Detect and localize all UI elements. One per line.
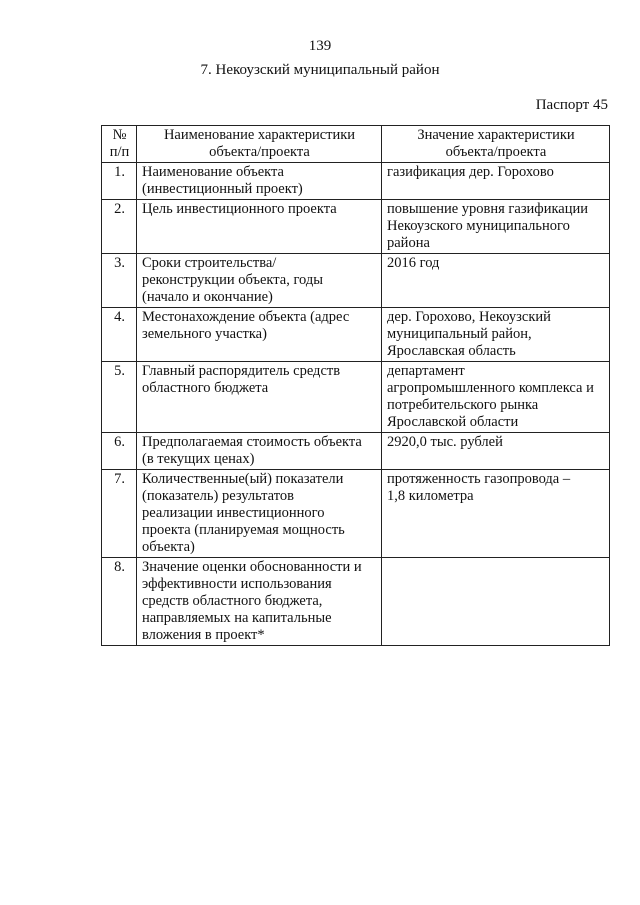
row-num: 2.: [102, 200, 137, 254]
passport-table: [101, 125, 610, 646]
row-value: газификация дер. Горохово: [382, 163, 610, 200]
row-num: 8.: [102, 558, 137, 646]
row-name: Наименование объекта (инвестиционный проект): [137, 163, 382, 200]
row-num: 3.: [102, 254, 137, 308]
section-title: 7. Некоузский муниципальный район: [200, 62, 440, 78]
table-row: [102, 362, 610, 433]
row-value: повышение уровня газификации Некоузского муниципального района: [382, 200, 610, 254]
header-num: № п/п: [102, 126, 137, 163]
row-name: Местонахождение объекта (адрес земельного участка): [137, 308, 382, 362]
row-name: Сроки строительства/ реконструкции объекта, годы (начало и окончание): [137, 254, 382, 308]
row-value: департамент агропромышленного комплекса и потребительского рынка Ярославской области: [382, 362, 610, 433]
table-row: [102, 163, 610, 200]
header-value: Значение характеристики объекта/проекта: [382, 126, 610, 163]
row-value: [382, 558, 610, 646]
row-value: протяженность газопровода – 1,8 километра: [382, 470, 610, 558]
row-num: 5.: [102, 362, 137, 433]
row-name: Предполагаемая стоимость объекта (в текущих ценах): [137, 433, 382, 470]
row-num: 7.: [102, 470, 137, 558]
table-row: [102, 470, 610, 558]
row-name: Количественные(ый) показатели (показатель) результатов реализации инвестиционного проекта (планируемая мощность объекта): [137, 470, 382, 558]
table-body: [102, 163, 610, 646]
row-value: 2920,0 тыс. рублей: [382, 433, 610, 470]
table-row: [102, 200, 610, 254]
row-name: Цель инвестиционного проекта: [137, 200, 382, 254]
passport-label: Паспорт 45: [535, 97, 608, 113]
table-row: [102, 308, 610, 362]
row-value: дер. Горохово, Некоузский муниципальный район, Ярославская область: [382, 308, 610, 362]
header-name: Наименование характеристики объекта/проекта: [137, 126, 382, 163]
row-num: 6.: [102, 433, 137, 470]
table-row: [102, 433, 610, 470]
row-name: Главный распорядитель средств областного бюджета: [137, 362, 382, 433]
row-num: 4.: [102, 308, 137, 362]
table-row: [102, 254, 610, 308]
page-number: 139: [308, 38, 332, 54]
row-value: 2016 год: [382, 254, 610, 308]
table-header-row: [102, 126, 610, 163]
row-name: Значение оценки обоснованности и эффективности использования средств областного бюджета, направляемых на капитальные вложения в проект*: [137, 558, 382, 646]
row-num: 1.: [102, 163, 137, 200]
table-row: [102, 558, 610, 646]
